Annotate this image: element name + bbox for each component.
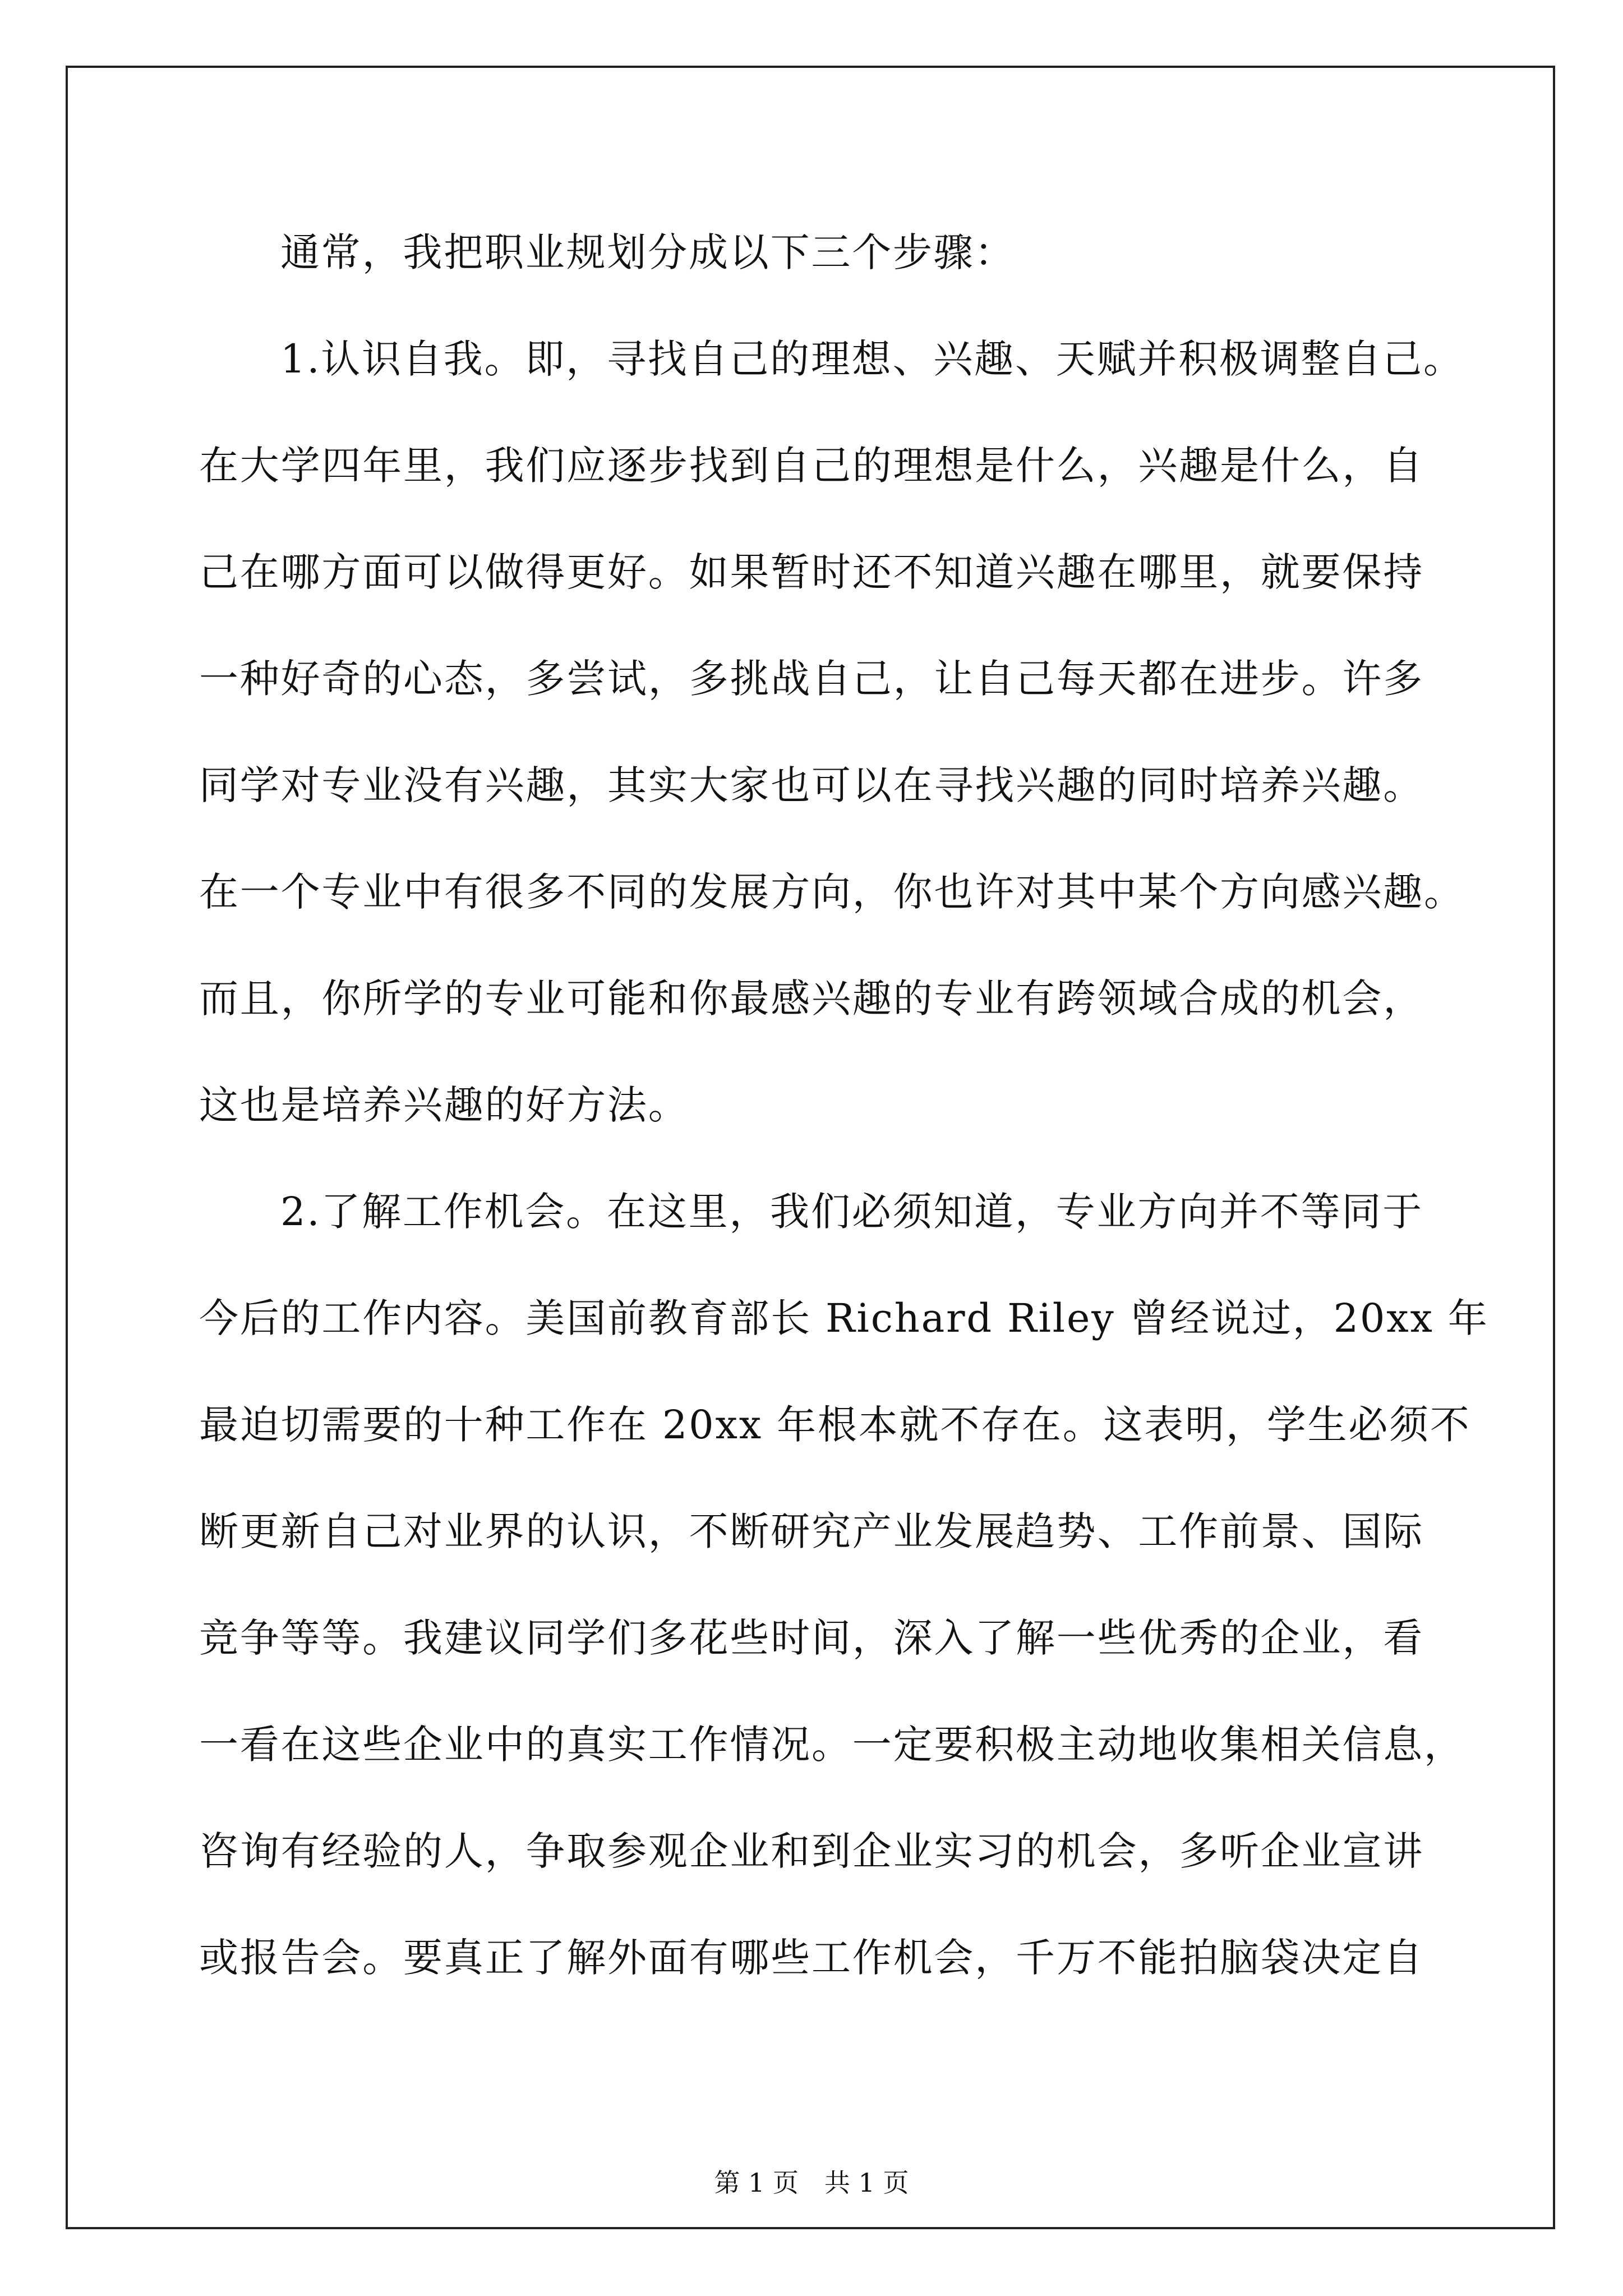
- page-border: [66, 66, 1555, 2229]
- paragraph-line: 通常，我把职业规划分成以下三个步骤：: [280, 229, 1016, 275]
- paragraph-line: 今后的工作内容。美国前教育部长 Richard Riley 曾经说过，20xx 年: [199, 1295, 1489, 1341]
- paragraph-line: 或报告会。要真正了解外面有哪些工作机会，千万不能拍脑袋决定自: [199, 1935, 1424, 1981]
- paragraph-line: 最迫切需要的十种工作在 20xx 年根本就不存在。这表明，学生必须不: [199, 1402, 1471, 1448]
- paragraph-line: 在一个专业中有很多不同的发展方向，你也许对其中某个方向感兴趣。: [199, 869, 1465, 915]
- paragraph-line: 己在哪方面可以做得更好。如果暂时还不知道兴趣在哪里，就要保持: [199, 549, 1424, 595]
- paragraph-line: 一看在这些企业中的真实工作情况。一定要积极主动地收集相关信息，: [199, 1722, 1465, 1768]
- paragraph-line: 同学对专业没有兴趣，其实大家也可以在寻找兴趣的同时培养兴趣。: [199, 762, 1424, 808]
- paragraph-line: 断更新自己对业界的认识，不断研究产业发展趋势、工作前景、国际: [199, 1508, 1424, 1554]
- paragraph-line: 一种好奇的心态，多尝试，多挑战自己，让自己每天都在进步。许多: [199, 656, 1424, 702]
- paragraph-line: 在大学四年里，我们应逐步找到自己的理想是什么，兴趣是什么，自: [199, 443, 1424, 489]
- paragraph-line: 而且，你所学的专业可能和你最感兴趣的专业有跨领域合成的机会，: [199, 976, 1424, 1022]
- page-number-footer: 第 1 页 共 1 页: [714, 2168, 909, 2198]
- paragraph-line: 1.认识自我。即，寻找自己的理想、兴趣、天赋并积极调整自己。: [280, 336, 1464, 382]
- paragraph-line: 竞争等等。我建议同学们多花些时间，深入了解一些优秀的企业，看: [199, 1615, 1424, 1661]
- paragraph-line: 2.了解工作机会。在这里，我们必须知道，专业方向并不等同于: [280, 1189, 1423, 1235]
- paragraph-line: 这也是培养兴趣的好方法。: [199, 1082, 689, 1128]
- paragraph-line: 咨询有经验的人，争取参观企业和到企业实习的机会，多听企业宣讲: [199, 1828, 1424, 1874]
